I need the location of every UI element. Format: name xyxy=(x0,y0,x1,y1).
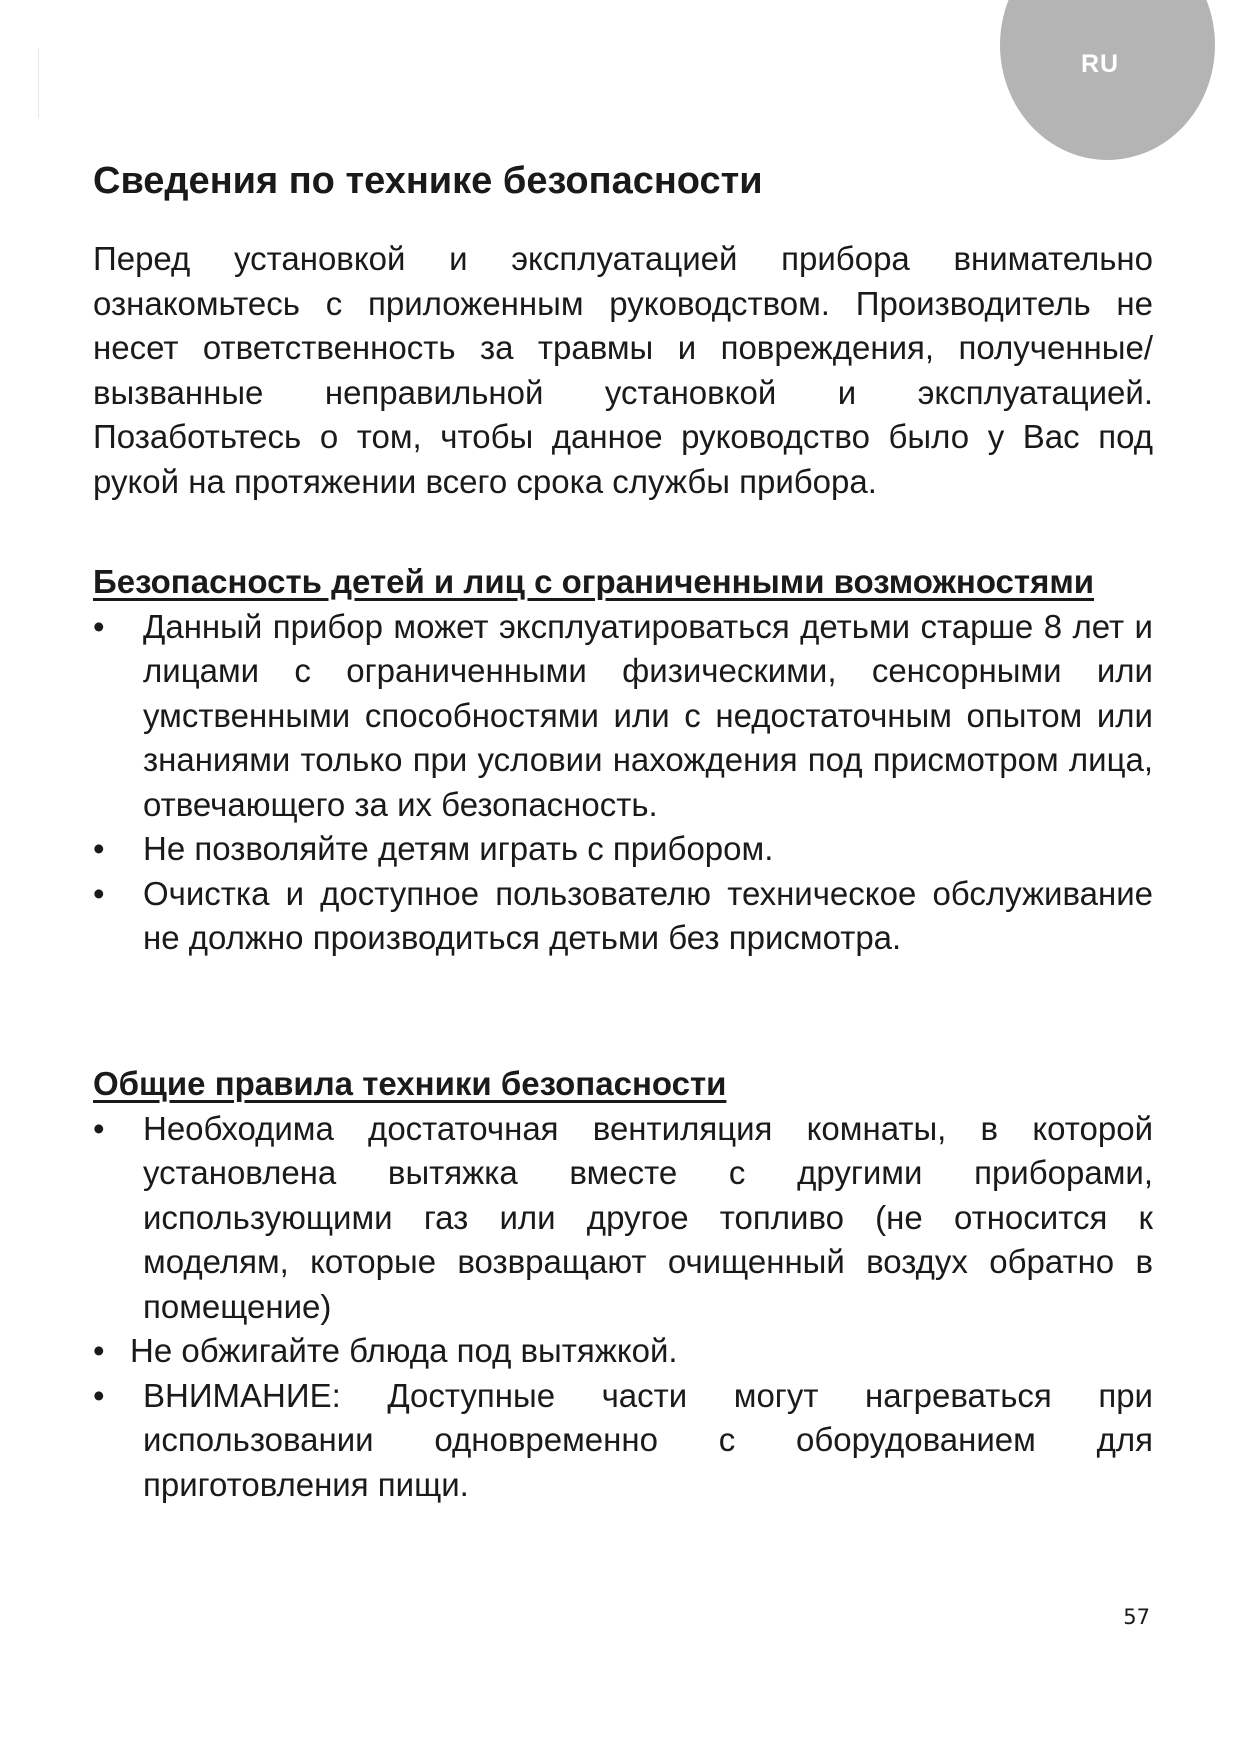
bullet-list xyxy=(93,605,1153,961)
language-tab xyxy=(1000,0,1215,160)
scan-edge-mark xyxy=(38,48,39,118)
section-heading: Безопасность детей и лиц с ограниченными возможностями xyxy=(93,563,1095,600)
section-child-safety xyxy=(93,560,1153,961)
section-heading: Общие правила техники безопасности xyxy=(93,1065,727,1102)
list-item: • Необходима достаточная вентиляция комнаты, в которой установлена вытяжка вместе с другими приборами, использующими газ или другое топливо (не относится к моделям, которые возвращают очищенный воздух обратно в помещение) xyxy=(93,1107,1153,1330)
list-item: • Очистка и доступное пользователю техническое обслуживание не должно производиться детьми без присмотра. xyxy=(93,872,1153,961)
section-general-safety xyxy=(93,1062,1153,1507)
intro-paragraph: Перед установкой и эксплуатацией прибора внимательно ознакомьтесь с приложенным руководством. Производитель не несет ответственность за травмы и повреждения, полученные/вызванные неправильной установкой и эксплуатацией. Позаботьтесь о том, чтобы данное руководство было у Вас под рукой на протяжении всего срока службы прибора. xyxy=(93,240,1153,500)
list-item: • Не обжигайте блюда под вытяжкой. xyxy=(93,1329,1153,1374)
page-number: 57 xyxy=(1123,1605,1150,1629)
list-item: • Данный прибор может эксплуатироваться детьми старше 8 лет и лицами с ограниченными физическими, сенсорными или умственными способностями или с недостаточным опытом или знаниями только при условии нахождения под присмотром лица, отвечающего за их безопасность. xyxy=(93,605,1153,828)
list-item: • Не позволяйте детям играть с прибором. xyxy=(93,827,1153,872)
language-tab-label-wrap xyxy=(1000,50,1200,79)
list-item: • ВНИМАНИЕ: Доступные части могут нагреваться при использовании одновременно с оборудованием для приготовления пищи. xyxy=(93,1374,1153,1508)
language-badge: RU xyxy=(1080,50,1120,78)
page-title: Сведения по технике безопасности xyxy=(93,160,763,202)
bullet-list xyxy=(93,1107,1153,1508)
